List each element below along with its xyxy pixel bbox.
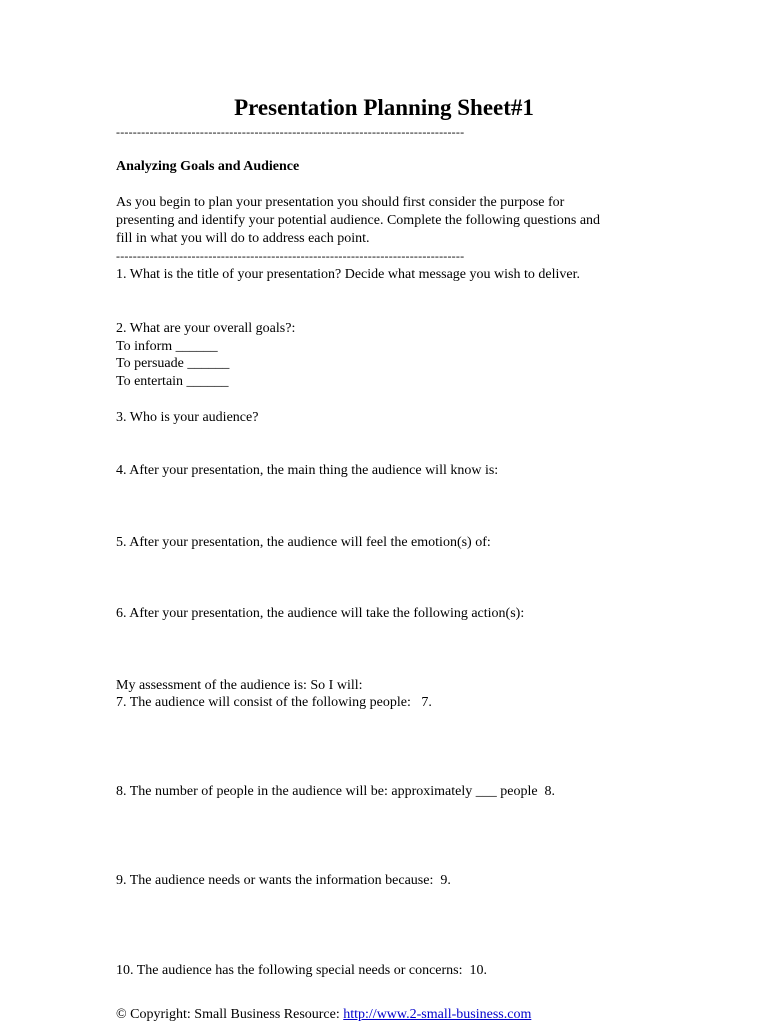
question-3: 3. Who is your audience? (116, 410, 259, 425)
question-7: 7. The audience will consist of the following people: 7. (116, 695, 432, 710)
question-4: 4. After your presentation, the main thing the audience will know is: (116, 463, 499, 478)
separator-line: ----------------------------------------------------------------------------------- (116, 125, 465, 139)
question-1: 1. What is the title of your presentation? Decide what message you wish to deliver. (116, 267, 580, 282)
question-8: 8. The number of people in the audience will be: approximately ___ people 8. (116, 784, 556, 799)
assessment-header: My assessment of the audience is: So I will: (116, 678, 363, 693)
goal-option-persuade: To persuade ______ (116, 356, 230, 371)
copyright-text: © Copyright: Small Business Resource: (116, 1007, 344, 1022)
question-9: 9. The audience needs or wants the information because: 9. (116, 873, 451, 888)
goal-option-entertain: To entertain ______ (116, 374, 229, 389)
footer-copyright (116, 1006, 531, 1024)
question-10: 10. The audience has the following special needs or concerns: 10. (116, 963, 488, 978)
question-6: 6. After your presentation, the audience will take the following action(s): (116, 606, 525, 621)
page-title: Presentation Planning Sheet#1 (234, 95, 534, 120)
question-2: 2. What are your overall goals?: (116, 321, 296, 336)
footer-link[interactable]: http://www.2-small-business.com (343, 1007, 532, 1022)
goal-option-inform: To inform ______ (116, 339, 218, 354)
separator-line: ----------------------------------------------------------------------------------- (116, 249, 465, 263)
question-5: 5. After your presentation, the audience will feel the emotion(s) of: (116, 535, 491, 550)
section-heading: Analyzing Goals and Audience (116, 159, 300, 174)
intro-line-3: fill in what you will do to address each point. (116, 231, 370, 246)
intro-line-2: presenting and identify your potential audience. Complete the following questions and (116, 213, 601, 228)
intro-line-1: As you begin to plan your presentation you should first consider the purpose for (116, 195, 565, 210)
